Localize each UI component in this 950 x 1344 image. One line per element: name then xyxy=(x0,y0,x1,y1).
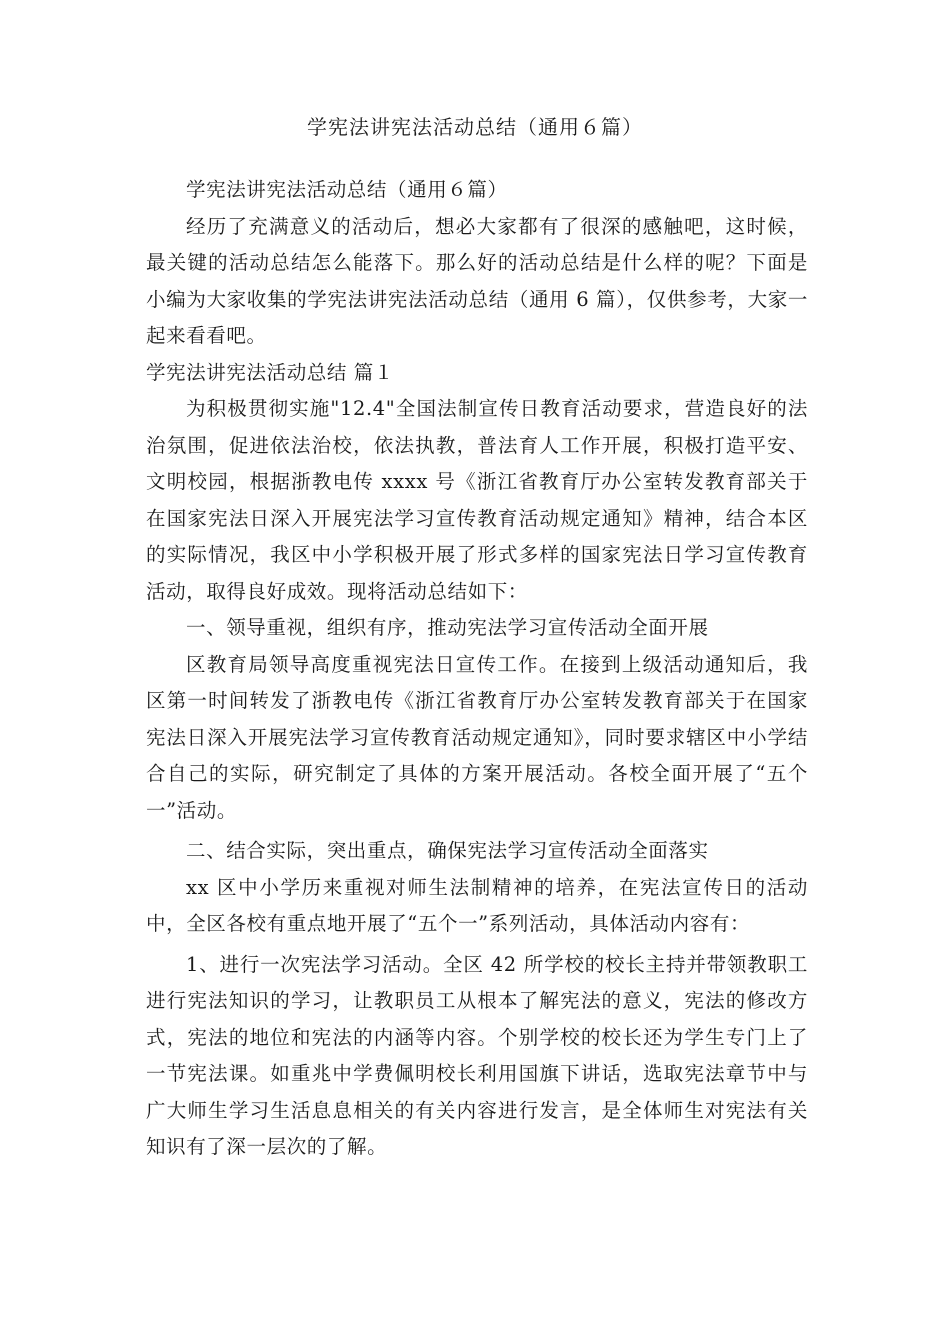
section-heading: 学宪法讲宪法活动总结 篇１ xyxy=(146,360,394,384)
body-paragraph: 1、进行一次宪法学习活动。全区 42 所学校的校长主持并带领教职工进行宪法知识的学习，让教职员工从根本了解宪法的意义，宪法的修改方式，宪法的地位和宪法的内涵等内容。个别学校的校长还为学生专门上了一节宪法课。如重兆中学费佩明校长利用国旗下讲话，选取宪法章节中与广大师生学习生活息息相关的有关内容进行发言，是全体师生对宪法有关知识有了深一层次的了解。 xyxy=(146,952,808,1158)
document-body xyxy=(146,172,808,1166)
subsection-heading: 一、领导重视，组织有序，推动宪法学习宣传活动全面开展 xyxy=(186,616,709,639)
subsection-heading: 二、结合实际，突出重点，确保宪法学习宣传活动全面落实 xyxy=(186,839,709,862)
document-title: 学宪法讲宪法活动总结（通用６篇） xyxy=(307,115,643,139)
body-paragraph: 区教育局领导高度重视宪法日宣传工作。在接到上级活动通知后，我区第一时间转发了浙教电传《浙江省教育厅办公室转发教育部关于在国家宪法日深入开展宪法学习宣传教育活动规定通知》，同时要求辖区中小学结合自己的实际，研究制定了具体的方案开展活动。各校全面开展了“五个一”活动。 xyxy=(146,652,808,822)
body-paragraph: xx 区中小学历来重视对师生法制精神的培养，在宪法宣传日的活动中，全区各校有重点地开展了“五个一”系列活动，具体活动内容有： xyxy=(146,875,808,935)
intro-paragraph: 经历了充满意义的活动后，想必大家都有了很深的感触吧，这时候，最关键的活动总结怎么能落下。那么好的活动总结是什么样的呢？下面是小编为大家收集的学宪法讲宪法活动总结（通用 6 篇），仅供参考，大家一起来看看吧。 xyxy=(146,214,808,347)
subtitle-paragraph: 学宪法讲宪法活动总结（通用６篇） xyxy=(186,178,508,201)
body-paragraph: 为积极贯彻实施"12.4"全国法制宣传日教育活动要求，营造良好的法治氛围，促进依法治校，依法执教，普法育人工作开展，积极打造平安、文明校园，根据浙教电传 xxxx 号《浙江省教育厅办公室转发教育部关于在国家宪法日深入开展宪法学习宣传教育活动规定通知》精神，结合本区的实际情况，我区中小学积极开展了形式多样的国家宪法日学习宣传教育活动，取得良好成效。现将活动总结如下： xyxy=(146,397,808,603)
